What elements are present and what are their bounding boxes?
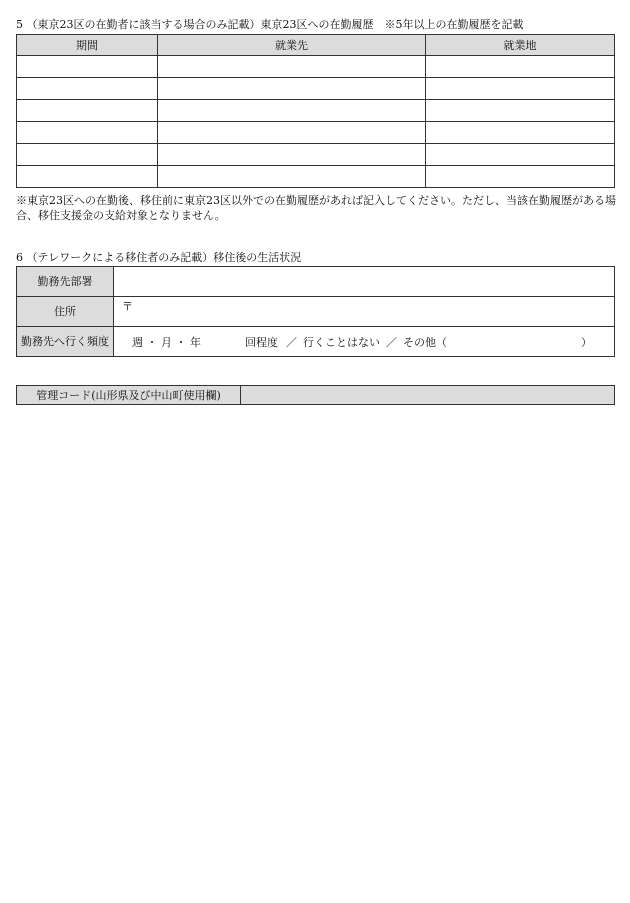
section5-note: ※東京23区への在勤後、移住前に東京23区以外での在勤履歴があれば記入してください。ただし、当該在勤履歴がある場合、移住支援金の支給対象となりません。 bbox=[16, 194, 616, 222]
period-cell[interactable] bbox=[17, 56, 158, 78]
table-row bbox=[17, 56, 615, 78]
living-status-table bbox=[16, 266, 615, 357]
employer-cell[interactable] bbox=[158, 100, 426, 122]
admin-code-row bbox=[17, 386, 615, 405]
employer-cell[interactable] bbox=[158, 144, 426, 166]
department-row bbox=[17, 267, 615, 297]
admin-code-field bbox=[241, 386, 615, 405]
address-row bbox=[17, 297, 615, 327]
address-label: 住所 bbox=[17, 297, 114, 327]
department-field[interactable] bbox=[114, 267, 615, 297]
table-header-row bbox=[17, 35, 615, 56]
work-location-cell[interactable] bbox=[426, 100, 615, 122]
period-cell[interactable] bbox=[17, 122, 158, 144]
section6-heading: 6 （テレワークによる移住者のみ記載）移住後の生活状況 bbox=[16, 251, 302, 264]
frequency-row bbox=[17, 327, 615, 357]
table-row bbox=[17, 78, 615, 100]
frequency-never-option[interactable]: 行くことはない bbox=[303, 335, 380, 349]
employer-cell[interactable] bbox=[158, 122, 426, 144]
postal-mark: 〒 bbox=[122, 299, 133, 313]
address-field[interactable] bbox=[114, 297, 615, 327]
department-label: 勤務先部署 bbox=[17, 267, 114, 297]
column-header-employer: 就業先 bbox=[158, 35, 426, 56]
work-location-cell[interactable] bbox=[426, 56, 615, 78]
employer-cell[interactable] bbox=[158, 166, 426, 188]
period-cell[interactable] bbox=[17, 78, 158, 100]
frequency-label: 勤務先へ行く頻度 bbox=[17, 327, 114, 357]
table-row bbox=[17, 144, 615, 166]
admin-code-table bbox=[16, 385, 615, 405]
work-location-cell[interactable] bbox=[426, 78, 615, 100]
frequency-close-paren: ） bbox=[581, 335, 592, 349]
table-row bbox=[17, 166, 615, 188]
period-cell[interactable] bbox=[17, 166, 158, 188]
frequency-units[interactable]: 週 ・ 月 ・ 年 bbox=[132, 335, 201, 349]
frequency-field[interactable] bbox=[114, 327, 615, 357]
work-history-table bbox=[16, 34, 615, 188]
employer-cell[interactable] bbox=[158, 78, 426, 100]
frequency-other-option[interactable]: その他（ bbox=[403, 335, 447, 349]
table-row bbox=[17, 122, 615, 144]
table-row bbox=[17, 100, 615, 122]
employer-cell[interactable] bbox=[158, 56, 426, 78]
admin-code-label: 管理コード(山形県及び中山町使用欄) bbox=[17, 386, 241, 405]
work-location-cell[interactable] bbox=[426, 122, 615, 144]
work-location-cell[interactable] bbox=[426, 166, 615, 188]
column-header-work-location: 就業地 bbox=[426, 35, 615, 56]
work-location-cell[interactable] bbox=[426, 144, 615, 166]
period-cell[interactable] bbox=[17, 100, 158, 122]
frequency-separator: ／ bbox=[286, 335, 297, 349]
frequency-times: 回程度 bbox=[245, 335, 278, 349]
period-cell[interactable] bbox=[17, 144, 158, 166]
section5-heading: 5 （東京23区の在勤者に該当する場合のみ記載）東京23区への在勤履歴 ※5年以上の在勤履歴を記載 bbox=[16, 18, 524, 31]
frequency-separator: ／ bbox=[386, 335, 397, 349]
column-header-period: 期間 bbox=[17, 35, 158, 56]
